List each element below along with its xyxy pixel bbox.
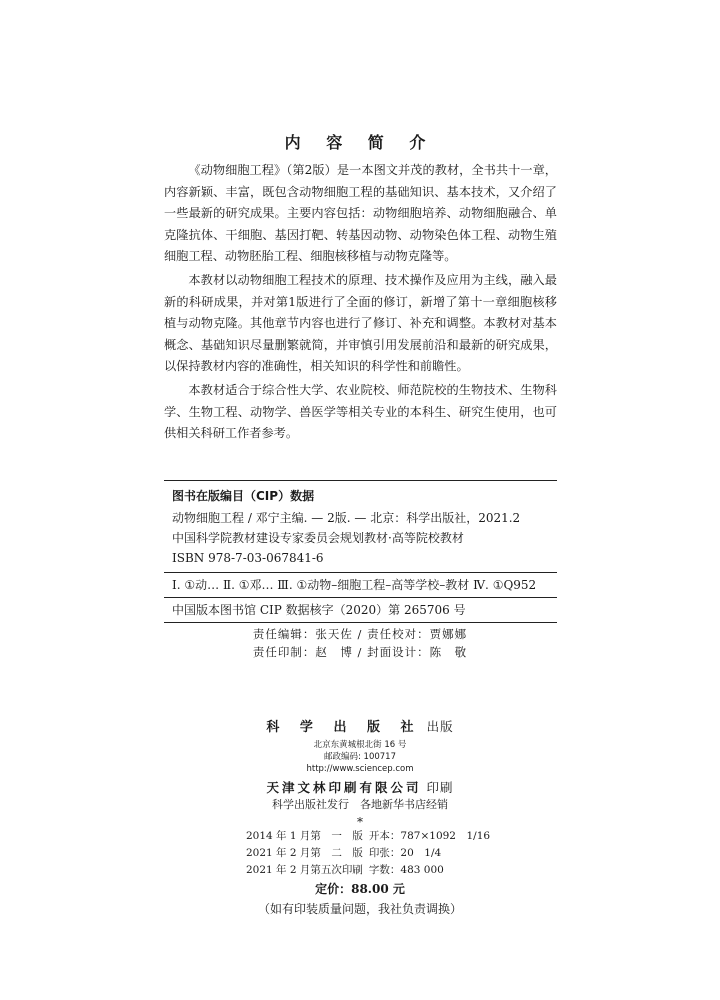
edition-row: [246, 845, 496, 862]
edition-spec: 字数：483 000: [368, 864, 444, 876]
edition-date: 2014 年 1 月第 一 版: [246, 830, 363, 842]
publisher-website: http://www.sciencep.com: [306, 764, 414, 774]
separator-star: *: [357, 815, 363, 829]
distribution-line: 科学出版社发行 各地新华书店经销: [272, 798, 448, 811]
edition-row: [246, 862, 496, 879]
page-title: 内 容 简 介: [284, 133, 436, 152]
printer-suffix: 印刷: [426, 780, 454, 795]
staff-credits: [0, 625, 720, 661]
cip-footer: 中国版本图书馆 CIP 数据核字（2020）第 265706 号: [164, 597, 557, 622]
printer-name: 天津文林印刷有限公司: [266, 780, 422, 795]
publisher-address: 北京东黄城根北街 16 号: [313, 740, 407, 750]
staff-line-2: 责任印制：赵 博 / 封面设计：陈 敬: [252, 645, 468, 659]
cip-data-block: [164, 480, 557, 623]
publisher-name: 科 学 出 版 社: [266, 720, 422, 735]
content-summary: [164, 160, 557, 447]
quality-note: （如有印装质量问题，我社负责调换）: [257, 902, 462, 916]
staff-line-1: 责任编辑：张天佐 / 责任校对：贾娜娜: [252, 627, 468, 641]
edition-table: [246, 828, 496, 879]
summary-paragraph-1: 《动物细胞工程》（第2版）是一本图文并茂的教材，全书共十一章，内容新颖、丰富，既包含动物细胞工程的基础知识、基本技术，又介绍了一些最新的研究成果。主要内容包括：动物细胞培养、动物细胞融合、单克隆抗体、干细胞、基因打靶、转基因动物、动物染色体工程、动物生殖细胞工程、动物胚胎工程、细胞核移植与动物克隆等。: [164, 163, 557, 264]
summary-paragraph-2: 本教材以动物细胞工程技术的原理、技术操作及应用为主线，融入最新的科研成果，并对第1版进行了全面的修订，新增了第十一章细胞核移植与动物克隆。其他章节内容也进行了修订、补充和调整。本教材对基本概念、基础知识尽量删繁就简，并审慎引用发展前沿和最新的研究成果，以保持教材内容的准确性，相关知识的科学性和前瞻性。: [164, 272, 557, 374]
edition-date: 2021 年 2 月第五次印刷: [246, 864, 363, 876]
cip-line-title: 动物细胞工程 / 邓宁主编. — 2版. — 北京：科学出版社，2021.2: [172, 511, 521, 525]
edition-date: 2021 年 2 月第 二 版: [246, 847, 363, 859]
summary-paragraph-3: 本教材适合于综合性大学、农业院校、师范院校的生物技术、生物科学、生物工程、动物学、兽医学等相关专业的本科生、研究生使用，也可供相关科研工作者参考。: [164, 382, 557, 441]
cip-classification: Ⅰ. ①动… Ⅱ. ①邓… Ⅲ. ①动物–细胞工程–高等学校–教材 Ⅳ. ①Q952: [164, 572, 557, 597]
cip-line-isbn: ISBN 978-7-03-067841-6: [172, 551, 324, 565]
edition-spec: 印张：20 1/4: [368, 847, 442, 859]
price: 定价：88.00 元: [315, 882, 405, 896]
cip-line-series: 中国科学院教材建设专家委员会规划教材·高等院校教材: [172, 531, 464, 545]
publisher-block: [0, 716, 720, 830]
edition-spec: 开本：787×1092 1/16: [368, 830, 491, 842]
cip-heading: 图书在版编目（CIP）数据: [172, 489, 315, 503]
publisher-postcode: 邮政编码: 100717: [323, 752, 396, 762]
edition-row: [246, 828, 496, 845]
publisher-suffix: 出版: [426, 719, 454, 734]
